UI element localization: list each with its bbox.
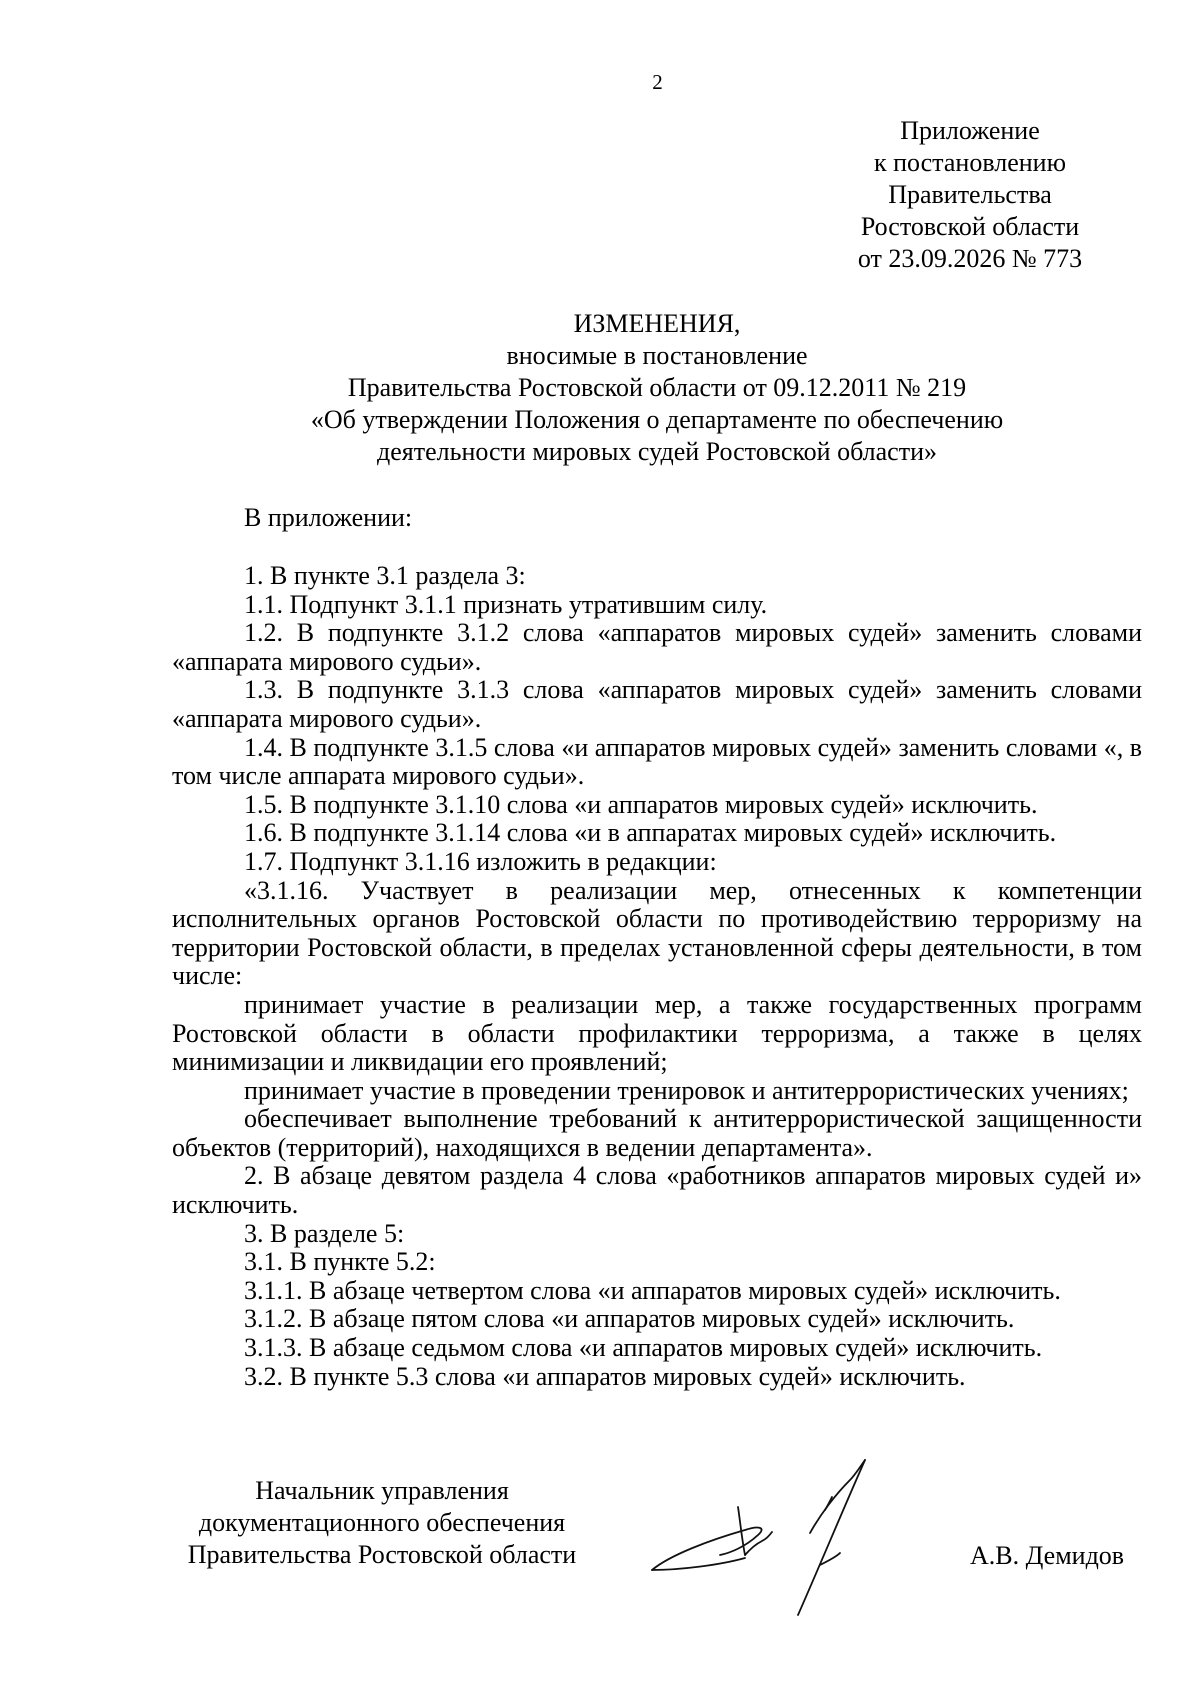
title-line: Правительства Ростовской области от 09.12.2011 № 219 [347,373,967,402]
appendix-line: Приложение [900,116,1040,145]
appendix-line: Правительства [888,180,1052,209]
paragraph: 1.2. В подпункте 3.1.2 слова «аппаратов мировых судей» заменить словами «аппарата мирового судьи». [172,618,1142,676]
title-line: «Об утверждении Положения о департаменте по обеспечению [310,405,1004,434]
paragraph: 3.2. В пункте 5.3 слова «и аппаратов мировых судей» исключить. [244,1361,966,1391]
paragraph: 1.1. Подпункт 3.1.1 признать утратившим силу. [244,589,768,619]
paragraph: 1.3. В подпункте 3.1.3 слова «аппаратов мировых судей» заменить словами «аппарата мирового судьи». [172,675,1142,733]
appendix-line: Ростовской области [860,212,1080,241]
appendix-header [825,115,1115,275]
title-line: деятельности мировых судей Ростовской области» [376,437,937,466]
paragraph: 1.4. В подпункте 3.1.5 слова «и аппаратов мировых судей» заменить словами «, в том числе аппарата мирового судьи». [172,732,1142,791]
paragraph: 1.5. В подпункте 3.1.10 слова «и аппаратов мировых судей» исключить. [244,789,1038,819]
document-title [172,308,1142,468]
paragraph: обеспечивает выполнение требований к антитеррористической защищенности объектов (территорий), находящихся в ведении департамента». [172,1104,1142,1162]
paragraph: 3.1.1. В абзаце четвертом слова «и аппаратов мировых судей» исключить. [244,1275,1061,1305]
signer-name: А.В. Демидов [970,1541,1125,1570]
signer-position-line: документационного обеспечения [198,1508,566,1537]
signer-position-line: Правительства Ростовской области [187,1540,577,1569]
paragraph: 3.1.3. В абзаце седьмом слова «и аппаратов мировых судей» исключить. [244,1333,1043,1363]
paragraph: 3.1. В пункте 5.2: [244,1247,436,1277]
title-heading: ИЗМЕНЕНИЯ, [573,309,741,338]
paragraph: 3.1.2. В абзаце пятом слова «и аппаратов мировых судей» исключить. [244,1304,1015,1334]
paragraph: 1.7. Подпункт 3.1.16 изложить в редакции: [244,846,717,876]
paragraph: 1. В пункте 3.1 раздела 3: [244,561,526,590]
handwritten-signature [650,1455,950,1675]
paragraph: принимает участие в реализации мер, а также государственных программ Ростовской области в области профилактики терроризма, а также в целях минимизации и ликвидации его проявлений; [172,989,1142,1077]
paragraph: 1.6. В подпункте 3.1.14 слова «и в аппаратах мировых судей» исключить. [244,818,1057,848]
page-number: 2 [652,70,663,94]
paragraph: «3.1.16. Участвует в реализации мер, отнесенных к компетенции исполнительных органов Ростовской области по противодействию терроризму на территории Ростовской области, в пределах установленной сферы деятельности, в том числе: [172,875,1142,991]
paragraph: 3. В разделе 5: [244,1218,405,1248]
intro-text: В приложении: [244,503,413,532]
paragraph: 2. В абзаце девятом раздела 4 слова «работников аппаратов мировых судей и» исключить. [172,1161,1142,1220]
signer-position [172,1475,592,1571]
document-body [172,562,1142,1391]
appendix-line: к постановлению [873,148,1067,177]
signer-position-line: Начальник управления [255,1476,509,1505]
paragraph: принимает участие в проведении тренировок и антитеррористических учениях; [244,1075,1129,1105]
title-line: вносимые в постановление [506,341,808,370]
appendix-line: от 23.09.2026 № 773 [857,244,1083,273]
